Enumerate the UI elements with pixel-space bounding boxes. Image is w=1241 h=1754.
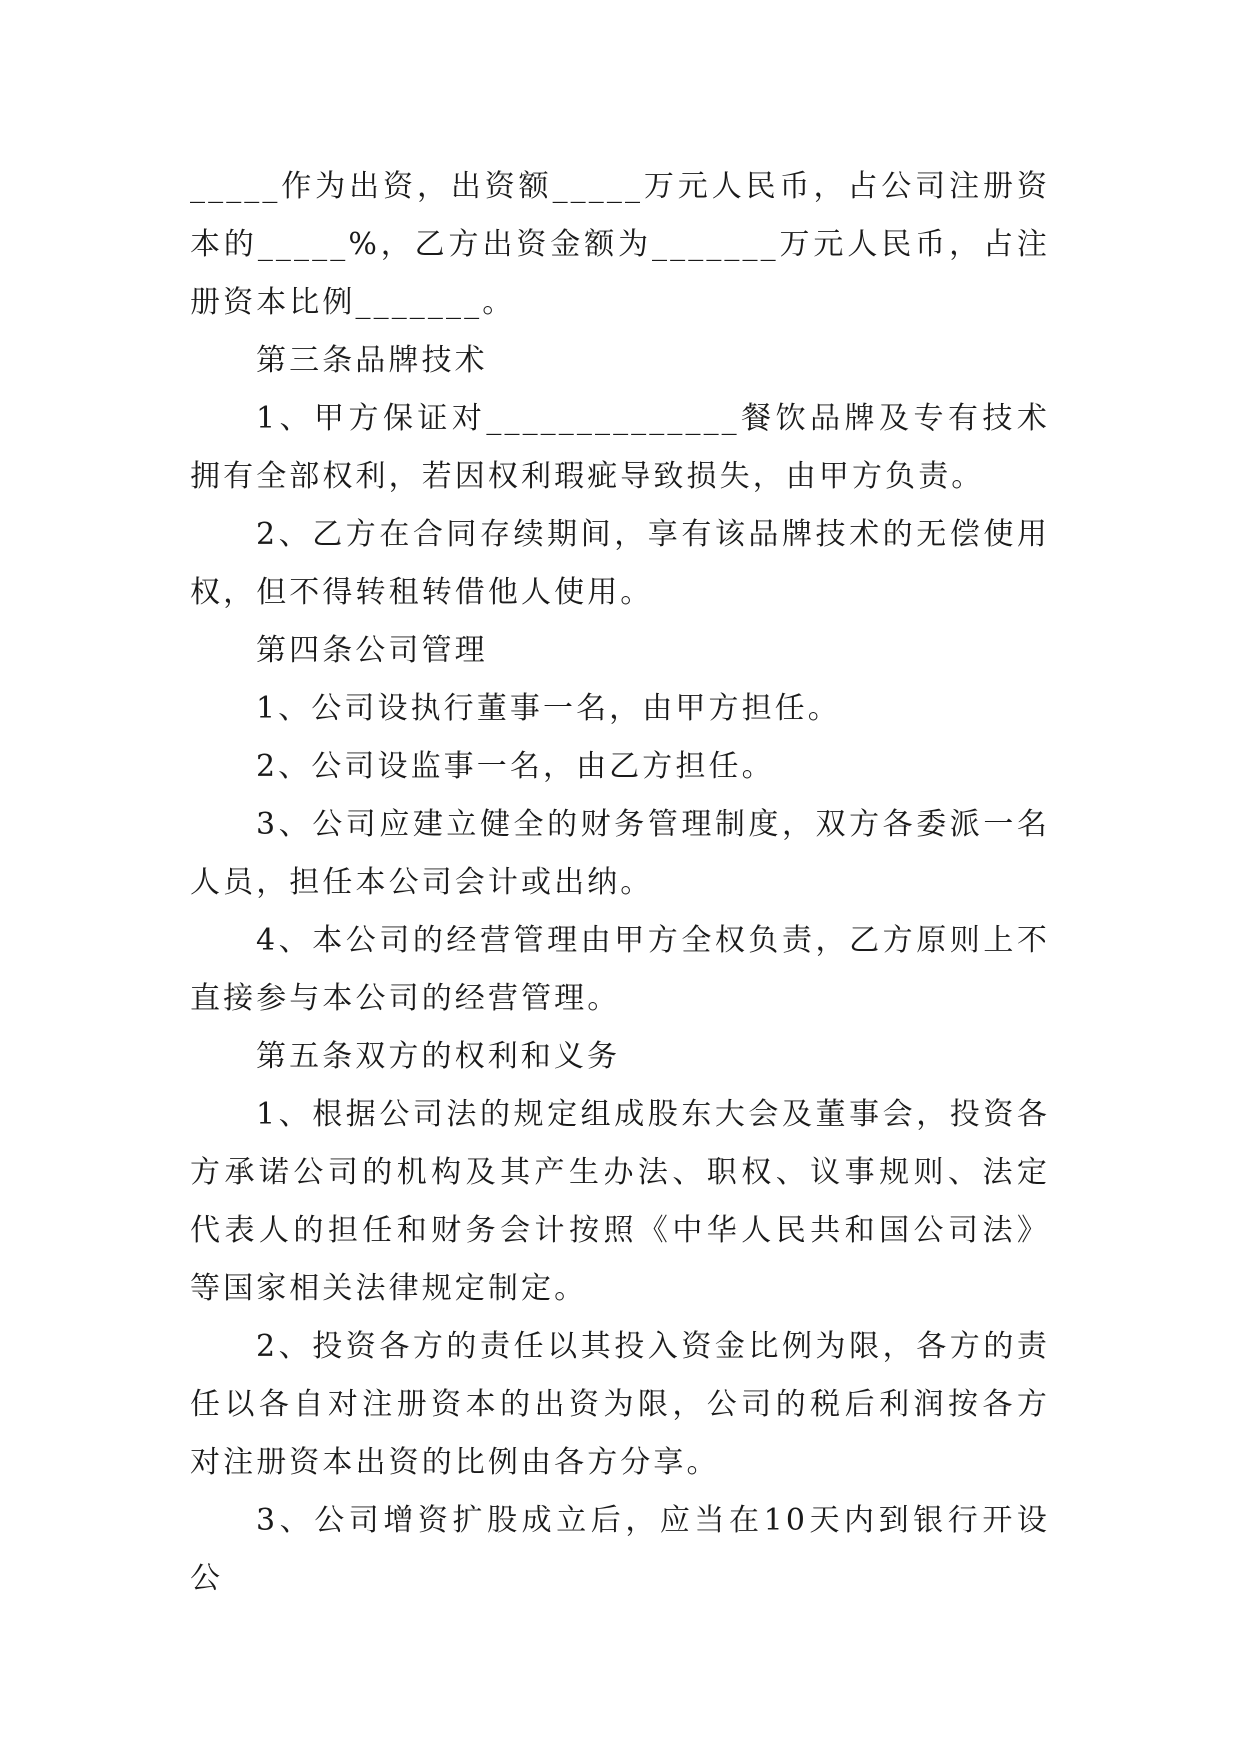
article-4-clause-3: 3、公司应建立健全的财务管理制度，双方各委派一名人员，担任本公司会计或出纳。: [190, 807, 1050, 900]
article-3-clause-1: 1、甲方保证对______________餐饮品牌及专有技术拥有全部权利，若因权利瑕疵导致损失，由甲方负责。: [190, 401, 1050, 494]
article-5-clause-3: 3、公司增资扩股成立后，应当在10天内到银行开设公: [190, 1503, 1050, 1596]
article-3-clause-2: 2、乙方在合同存续期间，享有该品牌技术的无偿使用权，但不得转租转借他人使用。: [190, 517, 1050, 610]
article-4-clause-4: 4、本公司的经营管理由甲方全权负责，乙方原则上不直接参与本公司的经营管理。: [190, 923, 1050, 1016]
article-5-clause-2: 2、投资各方的责任以其投入资金比例为限，各方的责任以各自对注册资本的出资为限，公司的税后利润按各方对注册资本出资的比例由各方分享。: [190, 1329, 1050, 1480]
article-5-clause-1: 1、根据公司法的规定组成股东大会及董事会，投资各方承诺公司的机构及其产生办法、职权、议事规则、法定代表人的担任和财务会计按照《中华人民共和国公司法》等国家相关法律规定制定。: [190, 1097, 1050, 1306]
article-5-heading: 第五条双方的权利和义务: [256, 1039, 621, 1074]
article-4-heading: 第四条公司管理: [256, 633, 488, 668]
paragraph-capital-contribution: _____作为出资，出资额_____万元人民币，占公司注册资本的_____%，乙方出资金额为_______万元人民币，占注册资本比例_______。: [190, 169, 1050, 320]
article-4-clause-1: 1、公司设执行董事一名，由甲方担任。: [256, 691, 841, 726]
article-3-heading: 第三条品牌技术: [256, 343, 488, 378]
article-4-clause-2: 2、公司设监事一名，由乙方担任。: [256, 749, 775, 784]
document-page: [190, 158, 1050, 1608]
